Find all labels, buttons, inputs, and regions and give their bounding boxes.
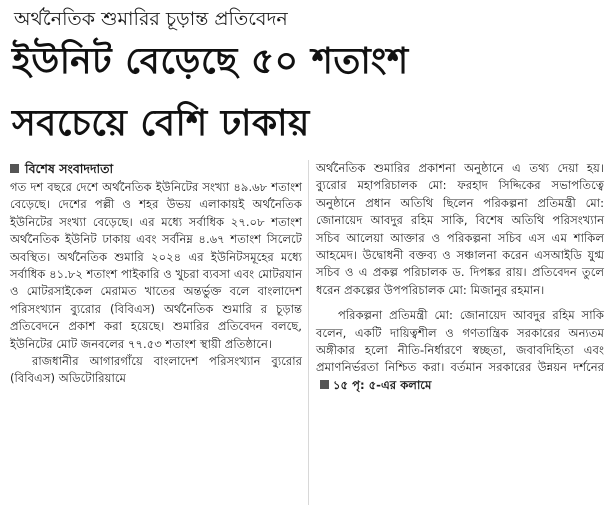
headline-line-1: ইউনিট বেড়েছে ৫০ শতাংশ: [12, 41, 409, 82]
column-divider: [308, 160, 309, 505]
right-column: [316, 160, 604, 394]
byline-text: বিশেষ সংবাদদাতা: [25, 161, 114, 176]
headline-line-2: সবচেয়ে বেশি ঢাকায়: [12, 103, 310, 144]
square-bullet-icon: [320, 380, 329, 389]
continuation-reference[interactable]: ১৫ পৃ: ৫-এর কলামে: [333, 377, 432, 392]
left-paragraph-2: রাজধানীর আগারগাঁয়ে বাংলাদেশ পরিসংখ্যান ব্যুরোর (বিবিএস) অডিটোরিয়ামে: [10, 354, 302, 386]
right-paragraph-2-text: পরিকল্পনা প্রতিমন্ত্রী মো: জোনায়েদ আবদুর রহিম সাকি বলেন, একটি দায়িত্বশীল ও গণতান্ত্রিক সরকারের অন্যতম অঙ্গীকার হলো নীতি-নির্ধারণে স্বচ্ছতা, জবাবদিহিতা এবং প্রমাণনির্ভরতা নিশ্চিত করা। বর্তমান সরকারের উন্নয়ন দর্শনের: [316, 308, 604, 375]
article-kicker: অর্থনৈতিক শুমারির চূড়ান্ত প্রতিবেদন: [14, 8, 288, 30]
right-paragraph-2: [316, 307, 604, 394]
right-paragraph-1: অর্থনৈতিক শুমারির প্রকাশনা অনুষ্ঠানে এ তথ্য দেয়া হয়। ব্যুরোর মহাপরিচালক মো: ফরহাদ সিদ্দিকের সভাপতিত্বে অনুষ্ঠানে প্রধান অতিথি ছিলেন পরিকল্পনা প্রতিমন্ত্রী মো: জোনায়েদ আবদুর রহিম সাকি, বিশেষ অতিথি পরিসংখ্যান সচিব আলেয়া আক্তার ও পরিকল্পনা সচিব এস এম শাকিল আহমেদ। উদ্বোধনী বক্তব্য ও সঞ্চালনা করেন এসআইডি যুগ্ম সচিব ও এ প্রকল্প পরিচালক ড. দিপঙ্কর রায়। প্রতিবেদন তুলে ধরেন প্রকল্পের উপপরিচালক মো: মিজানুর রহমান।: [316, 161, 604, 297]
byline: [10, 160, 113, 178]
left-paragraph-1: গত দশ বছরে দেশে অর্থনৈতিক ইউনিটের সংখ্যা ৪৯.৬৮ শতাংশ বেড়েছে। দেশের পল্লী ও শহর উভয় এলাকায়ই অর্থনৈতিক ইউনিটের সংখ্যা বেড়েছে। এর মধ্যে সর্বাধিক ২৭.০৮ শতাংশ অর্থনৈতিক ইউনিট ঢাকায় এবং সর্বনিম্ন ৪.৬৭ শতাংশ সিলেটে অবস্থিত। অর্থনৈতিক শুমারি ২০২৪ এর ইউনিটসমূহের মধ্যে সর্বাধিক ৪১.৮২ শতাংশ পাইকারি ও খুচরা ব্যবসা এবং মোটরযান ও মোটরসাইকেল মেরামত খাতের অন্তর্ভুক্ত বলে বাংলাদেশ পরিসংখ্যান ব্যুরোর (বিবিএস) অর্থনৈতিক শুমারি র চূড়ান্ত প্রতিবেদনে প্রকাশ করা হয়েছে। শুমারির প্রতিবেদন বলছে, ইউনিটের মোট জনবলের ৭৭.৫৩ শতাংশ স্থায়ী প্রতিষ্ঠানে।: [10, 180, 302, 351]
left-column: [10, 179, 302, 388]
square-bullet-icon: [10, 164, 19, 173]
